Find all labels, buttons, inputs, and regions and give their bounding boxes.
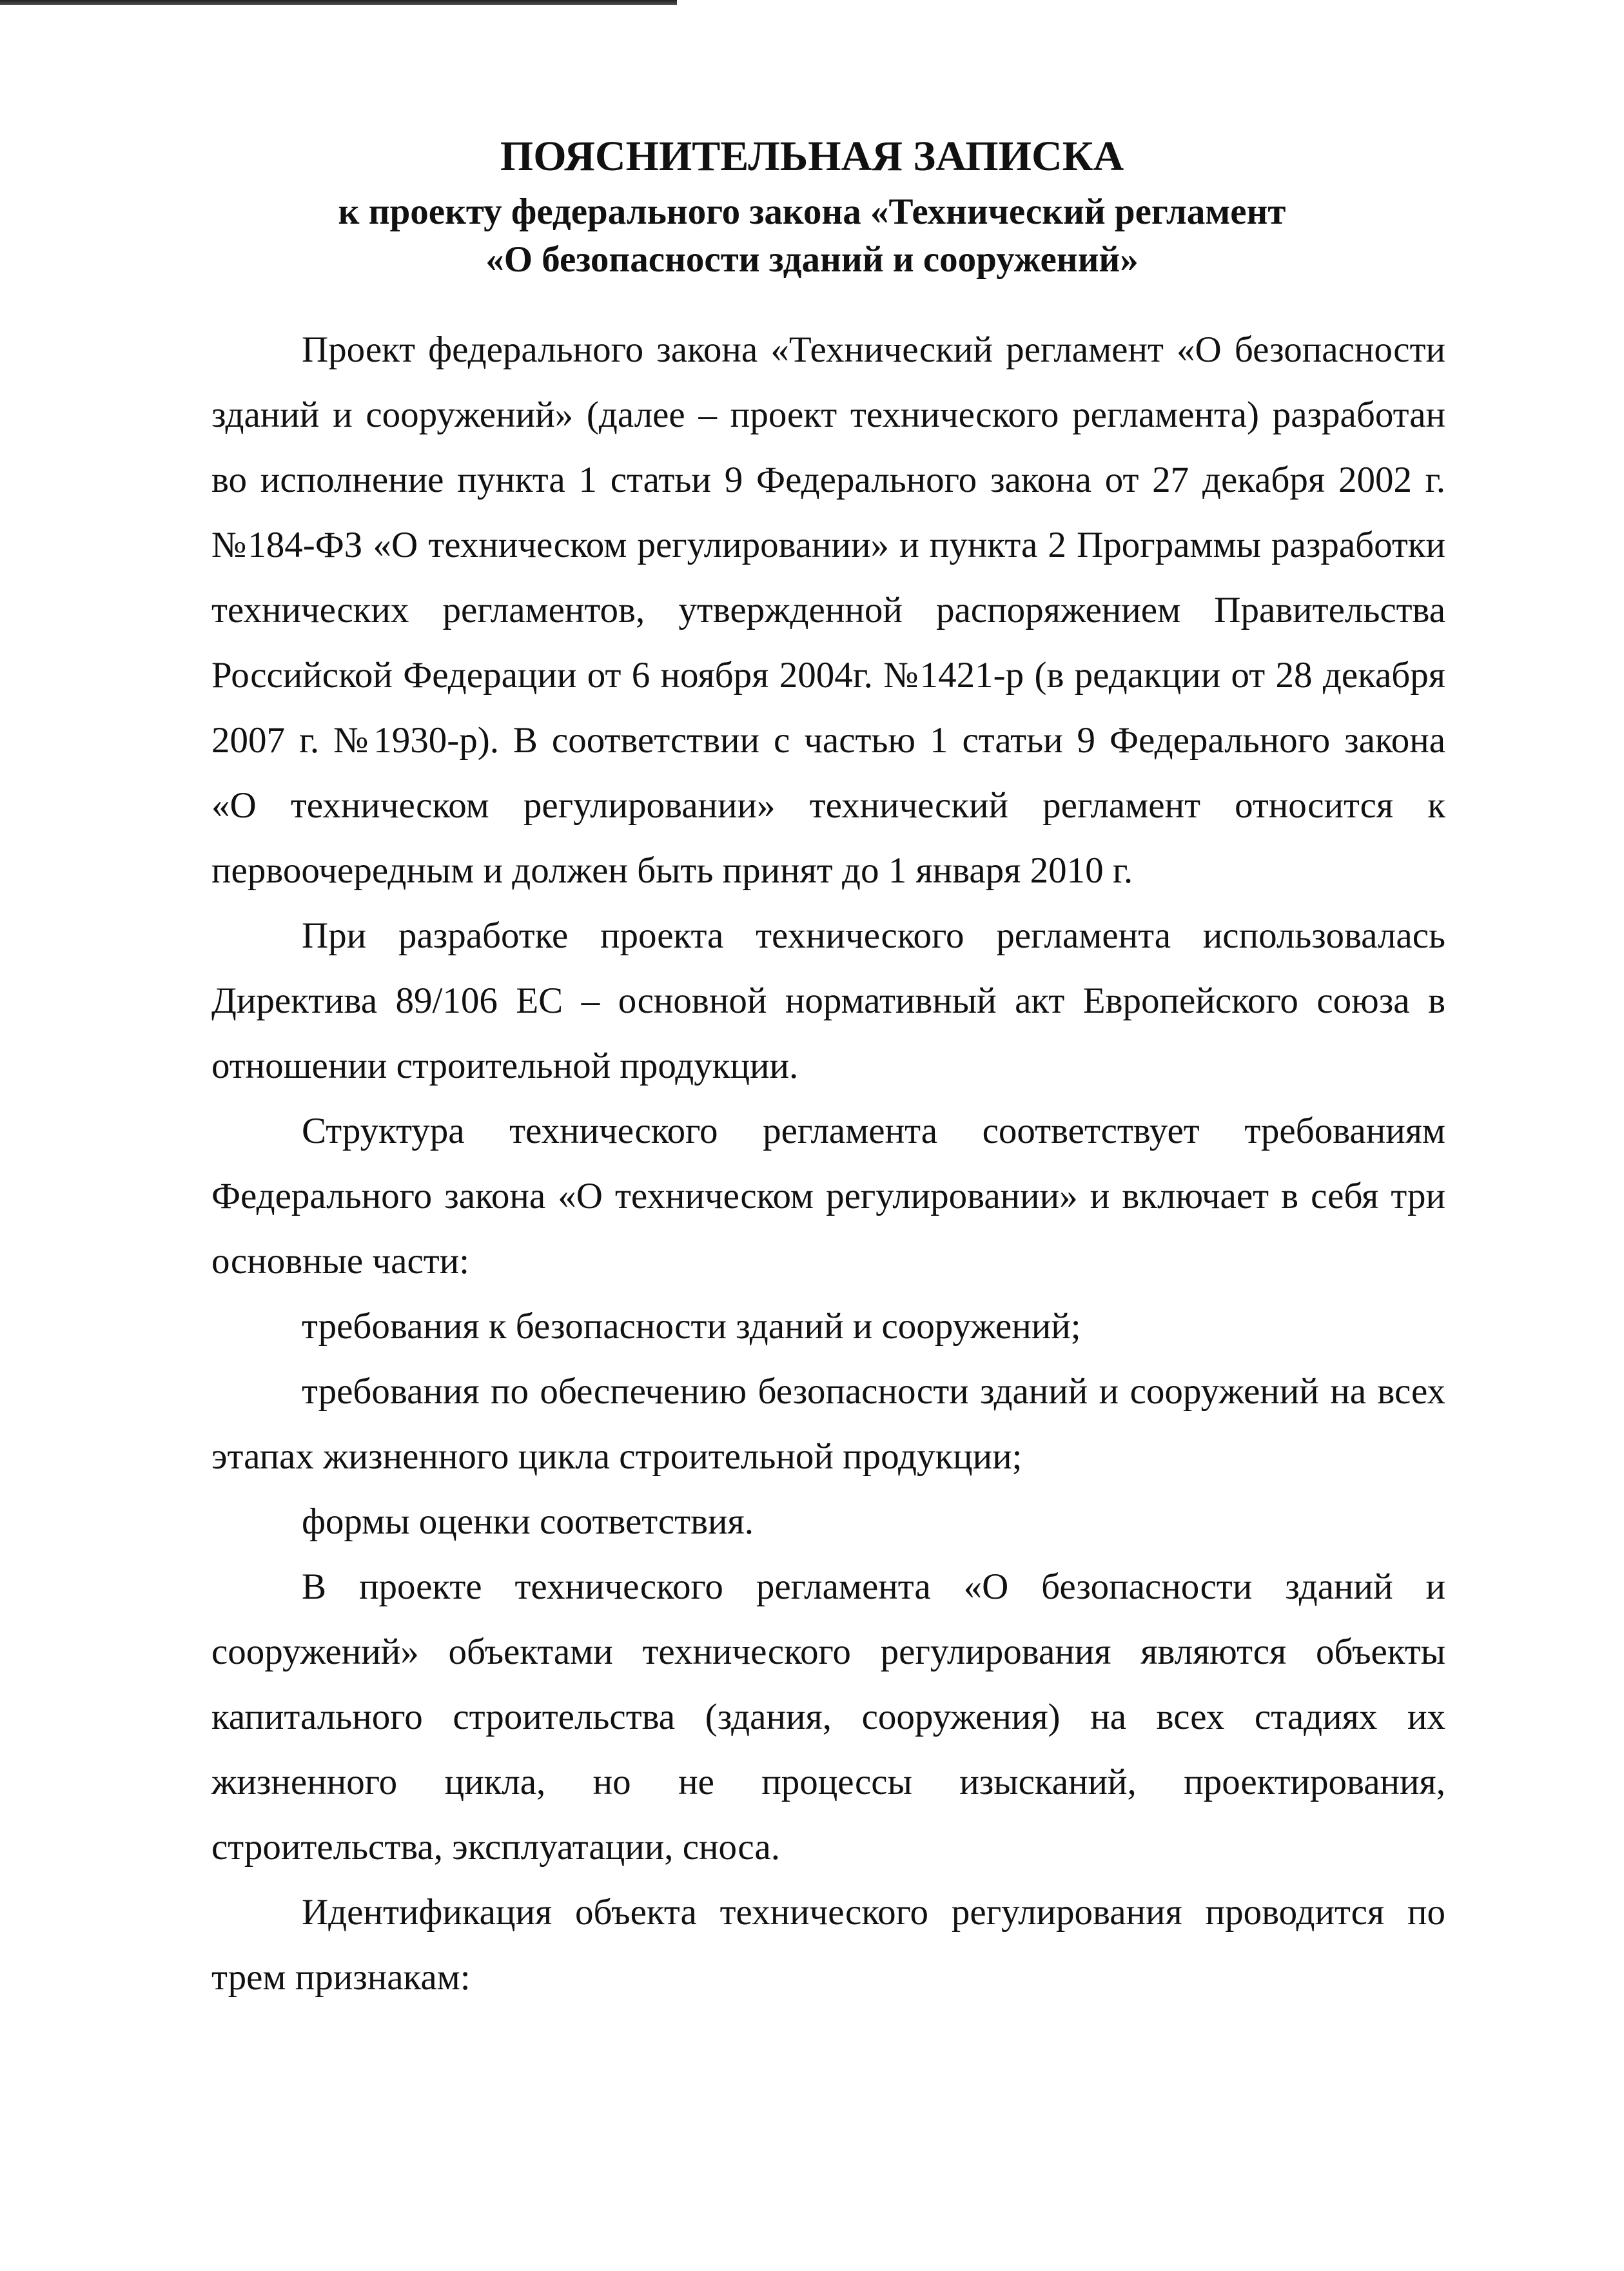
scan-edge-artifact [0,0,677,5]
document-title: ПОЯСНИТЕЛЬНАЯ ЗАПИСКА [500,133,1124,180]
list-item [211,1294,1445,1359]
text-line: первоочередным и должен быть принят до 1 января 2010 г. [211,850,1133,891]
text-line: Проект федерального закона «Технический регламент «О безопасности [302,329,1445,370]
text-line: №184-ФЗ «О техническом регулировании» и пункта 2 Программы разработки [211,525,1445,565]
text-line: В проекте технического регламента «О безопасности зданий и [302,1566,1445,1607]
text-line: отношении строительной продукции. [211,1046,799,1086]
text-line: Федерального закона «О техническом регулировании» и включает в себя три [211,1176,1445,1216]
text-line: 2007 г. №1930-р). В соответствии с частью 1 статьи 9 Федерального закона [211,720,1445,761]
text-line: Идентификация объекта технического регулирования проводится по [302,1892,1445,1933]
document-subtitle-line-2: «О безопасности зданий и сооружений» [485,239,1139,280]
list-item [211,1359,1445,1489]
text-line: требования к безопасности зданий и сооружений; [302,1306,1081,1347]
text-line: Российской Федерации от 6 ноября 2004г. №1421-р (в редакции от 28 декабря [211,655,1445,696]
paragraph [211,903,1445,1098]
text-line: сооружений» объектами технического регулирования являются объекты [211,1632,1445,1672]
text-line: формы оценки соответствия. [302,1501,754,1542]
list-item [211,1489,1445,1554]
text-line: технических регламентов, утвержденной распоряжением Правительства [211,590,1445,630]
paragraph [211,1554,1445,1880]
text-line: требования по обеспечению безопасности зданий и сооружений на всех [302,1371,1445,1412]
text-line: зданий и сооружений» (далее – проект технического регламента) разработан [211,395,1445,435]
document-body [211,317,1445,2010]
text-line: этапах жизненного цикла строительной продукции; [211,1436,1022,1477]
paragraph [211,1880,1445,2010]
text-line: трем признакам: [211,1957,471,1998]
text-line: капитального строительства (здания, сооружения) на всех стадиях их [211,1697,1445,1737]
text-line: строительства, эксплуатации, сноса. [211,1827,780,1867]
text-line: основные части: [211,1241,470,1282]
document-subtitle-line-1: к проекту федерального закона «Технический регламент [338,191,1286,232]
text-line: жизненного цикла, но не процессы изысканий, проектирования, [211,1762,1445,1802]
paragraph [211,317,1445,903]
text-line: Директива 89/106 ЕС – основной нормативный акт Европейского союза в [211,980,1445,1021]
paragraph [211,1098,1445,1294]
text-line: При разработке проекта технического регламента использовалась [302,915,1445,956]
text-line: «О техническом регулировании» технический регламент относится к [211,785,1445,826]
text-line: во исполнение пункта 1 статьи 9 Федерального закона от 27 декабря 2002 г. [211,460,1445,500]
text-line: Структура технического регламента соответствует требованиям [302,1111,1445,1151]
